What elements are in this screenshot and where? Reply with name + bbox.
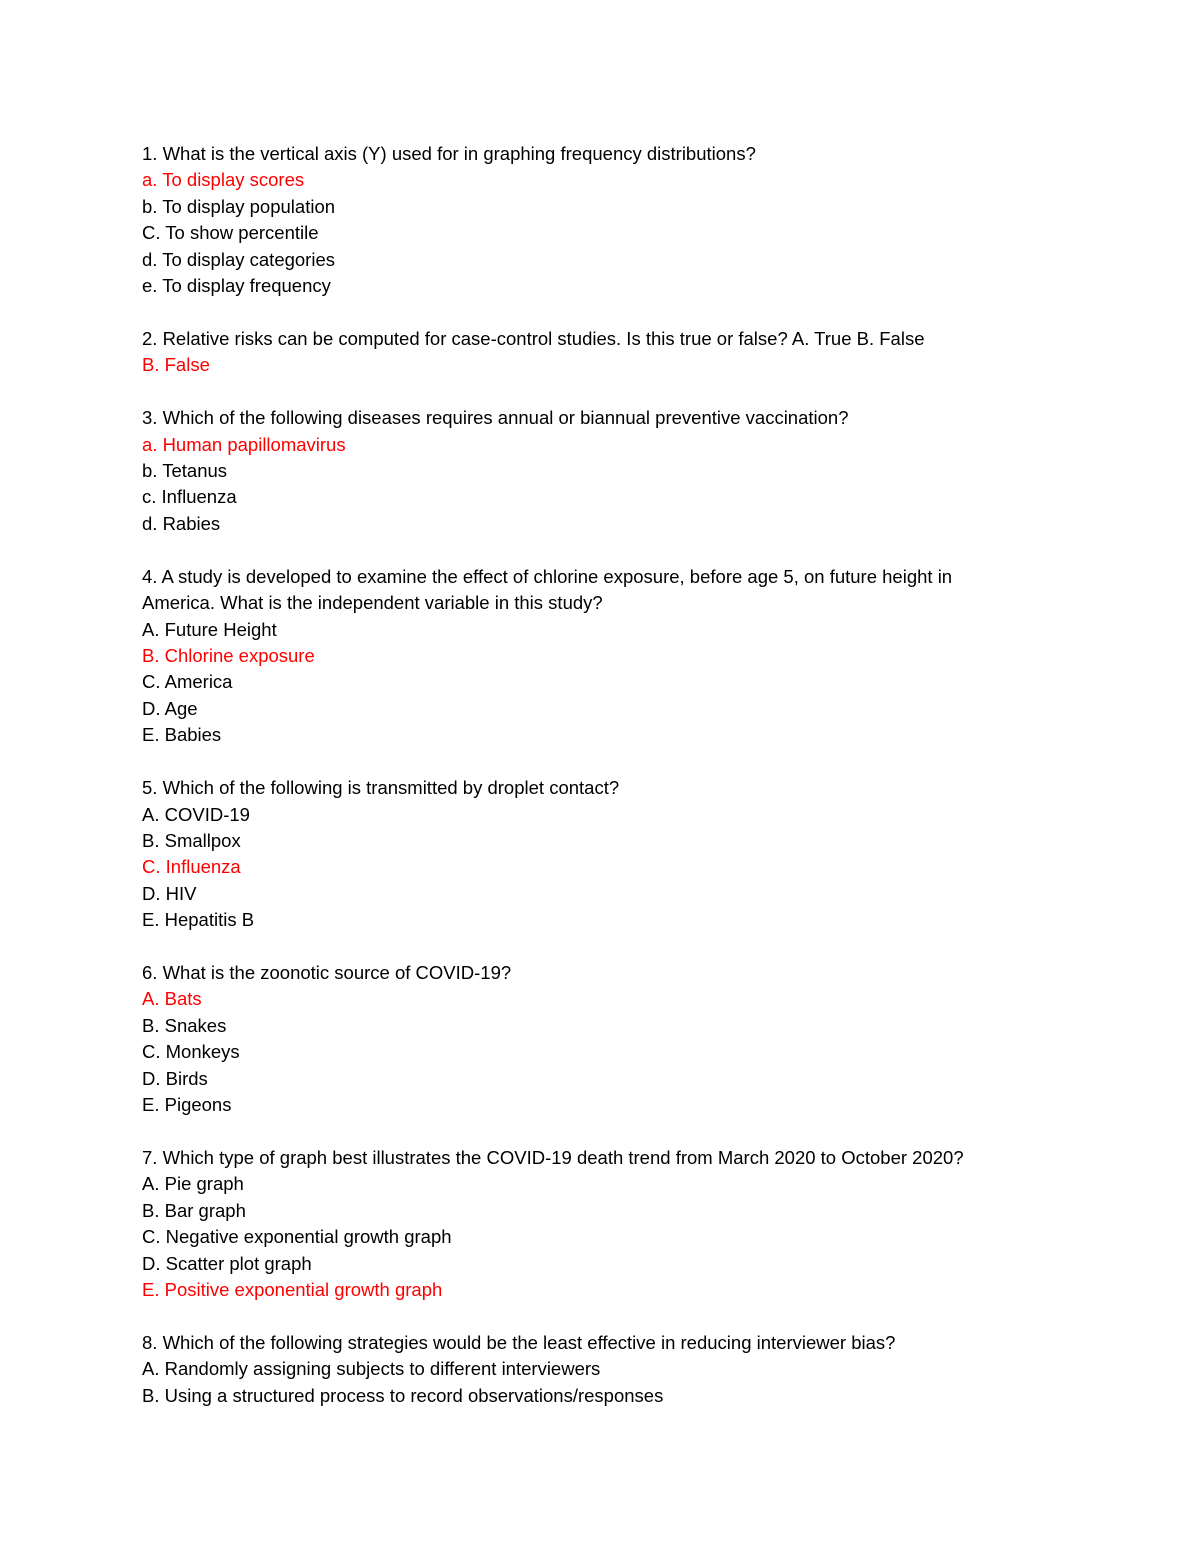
answer-option: B. Bar graph	[142, 1199, 246, 1221]
answer-option: b. To display population	[142, 195, 336, 217]
correct-answer-option: B. Chlorine exposure	[142, 645, 315, 666]
answer-option: C. Negative exponential growth graph	[142, 1226, 452, 1248]
answer-option: d. To display categories	[142, 248, 335, 270]
question-block-1	[142, 141, 1102, 299]
answer-option: B. Using a structured process to record observations/responses	[142, 1384, 664, 1406]
answer-option: D. HIV	[142, 882, 197, 904]
answer-option: D. Scatter plot graph	[142, 1252, 312, 1274]
question-text: 4. A study is developed to examine the effect of chlorine exposure, before age 5, on future height in	[142, 565, 953, 587]
answer-option: E. Pigeons	[142, 1094, 232, 1116]
correct-answer-option: E. Positive exponential growth graph	[142, 1279, 443, 1301]
question-text: 5. Which of the following is transmitted by droplet contact?	[142, 777, 620, 799]
question-block-2	[142, 326, 1102, 379]
answer-option: C. America	[142, 671, 233, 693]
question-text: 1. What is the vertical axis (Y) used for in graphing frequency distributions?	[142, 143, 756, 164]
correct-answer-option: a. Human papillomavirus	[142, 433, 346, 455]
answer-option: A. Future Height	[142, 618, 277, 640]
answer-option: E. Hepatitis B	[142, 909, 255, 931]
question-text: 7. Which type of graph best illustrates the COVID-19 death trend from March 2020 to October 2020?	[142, 1147, 964, 1168]
answer-option: D. Age	[142, 697, 198, 719]
answer-option: d. Rabies	[142, 512, 221, 534]
question-block-7	[142, 1145, 1102, 1303]
question-block-8	[142, 1330, 1102, 1409]
answer-option: America. What is the independent variable in this study?	[142, 592, 603, 614]
answer-option: C. Monkeys	[142, 1041, 240, 1063]
answer-option: E. Babies	[142, 724, 222, 746]
question-block-3	[142, 405, 1102, 537]
question-text: 3. Which of the following diseases requires annual or biannual preventive vaccination?	[142, 407, 849, 429]
answer-option: e. To display frequency	[142, 275, 331, 297]
question-text: 6. What is the zoonotic source of COVID-19?	[142, 962, 512, 984]
question-block-5	[142, 775, 1102, 933]
correct-answer-option: C. Influenza	[142, 856, 241, 878]
answer-option: A. Randomly assigning subjects to different interviewers	[142, 1358, 601, 1380]
question-text: 2. Relative risks can be computed for case-control studies. Is this true or false? A. True B. False	[142, 327, 925, 349]
question-block-4	[142, 564, 1102, 749]
correct-answer-option: a. To display scores	[142, 169, 305, 191]
correct-answer-option: B. False	[142, 354, 210, 376]
answer-option: A. Pie graph	[142, 1173, 244, 1195]
quiz-document	[142, 141, 1102, 1436]
question-text: 8. Which of the following strategies would be the least effective in reducing interviewer bias?	[142, 1331, 896, 1353]
answer-option: b. Tetanus	[142, 460, 228, 482]
answer-option: B. Snakes	[142, 1014, 227, 1036]
question-block-6	[142, 960, 1102, 1118]
answer-option: c. Influenza	[142, 486, 237, 508]
answer-option: A. COVID-19	[142, 803, 250, 825]
answer-option: B. Smallpox	[142, 829, 241, 851]
answer-option: C. To show percentile	[142, 222, 319, 244]
answer-option: D. Birds	[142, 1067, 208, 1089]
correct-answer-option: A. Bats	[142, 988, 202, 1010]
